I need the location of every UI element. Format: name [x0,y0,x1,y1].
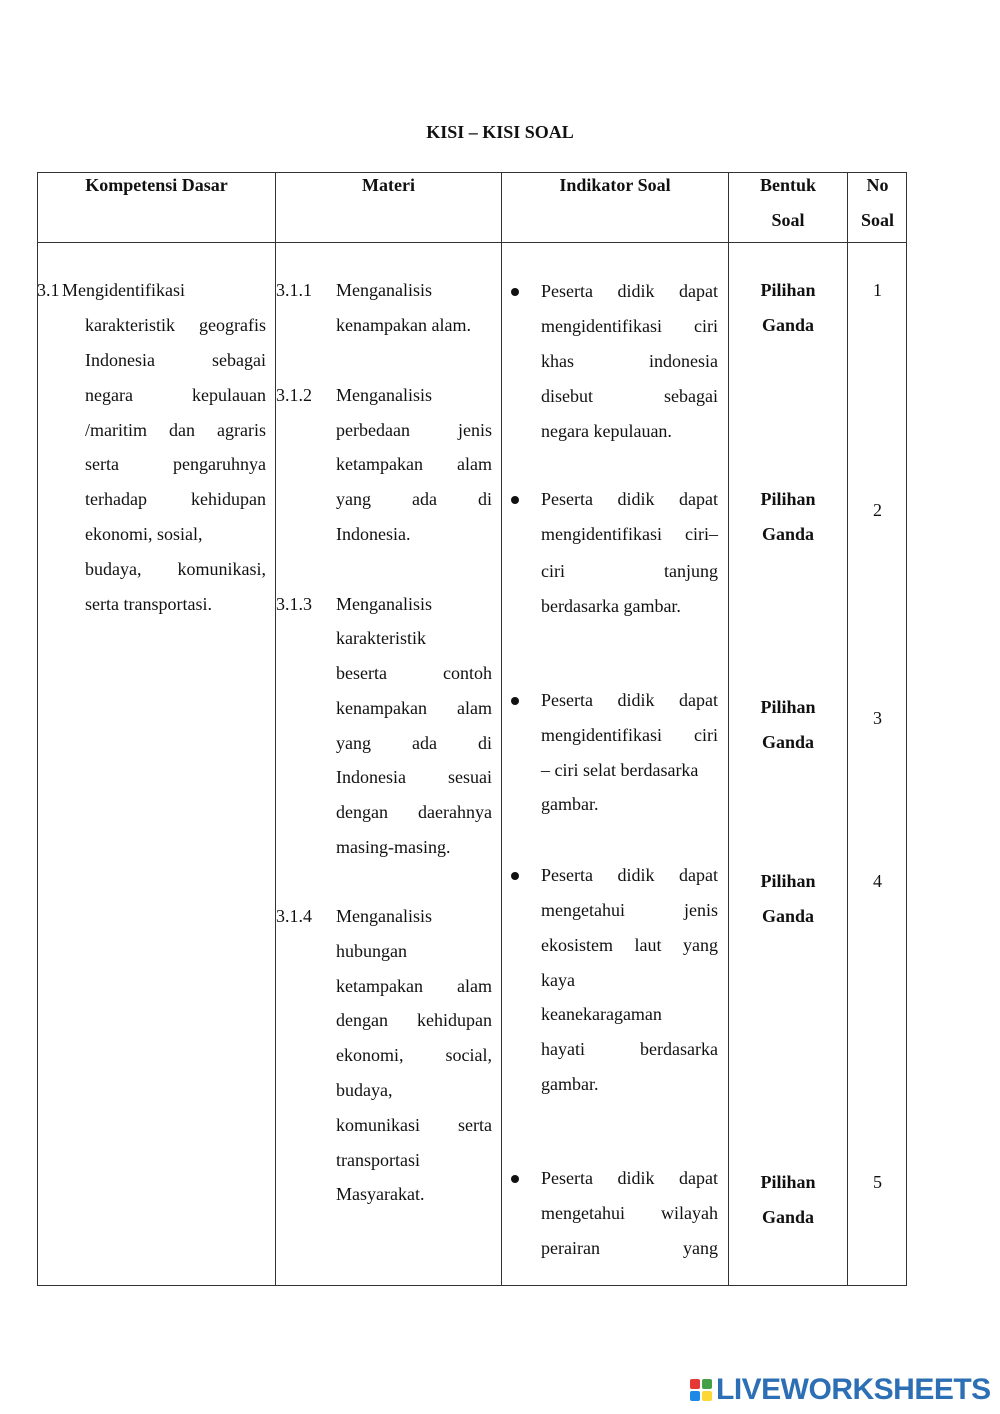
col-divider [501,172,502,1286]
materi-text-line: ketampakan alam [336,976,492,996]
header-bentuk-soal: Bentuk [759,175,817,195]
kd-text-line: serta transportasi. [85,594,212,614]
materi-text-line: dengan kehidupan [336,1010,492,1030]
materi-text-line: Masyarakat. [336,1184,425,1204]
kd-text-line: ekonomi, sosial, [85,524,203,544]
materi-text-line: yang ada di [336,489,492,509]
bentuk-soal-line: Ganda [761,315,815,335]
materi-number: 3.1.2 [276,385,312,405]
kd-text-line: negara kepulauan [85,385,266,405]
indikator-text-line: kaya [541,970,575,990]
bentuk-soal-line: Ganda [761,906,815,926]
kd-text-line: /maritim dan agraris [85,420,266,440]
materi-text-line: masing-masing. [336,837,451,857]
indikator-text-line: negara kepulauan. [541,421,672,441]
indikator-text-line: Peserta didik dapat [541,690,718,710]
indikator-text-line: keanekaragaman [541,1004,662,1024]
indikator-text-line: gambar. [541,794,599,814]
col-divider [275,172,276,1286]
materi-text-line: Menganalisis [336,906,432,926]
bullet-icon [511,697,519,705]
bentuk-soal-line: Pilihan [760,280,816,300]
header-no-soal: Soal [860,210,894,230]
indikator-text-line: mengidentifikasi ciri– [541,524,718,544]
materi-number: 3.1.1 [276,280,312,300]
indikator-text-line: mengetahui jenis [541,900,718,920]
materi-text-line: dengan daerahnya [336,802,492,822]
materi-number: 3.1.4 [276,906,312,926]
materi-text-line: kenampakan alam [336,698,492,718]
indikator-text-line: Peserta didik dapat [541,489,718,509]
bullet-icon [511,288,519,296]
indikator-text-line: mengetahui wilayah [541,1203,718,1223]
indikator-text-line: Peserta didik dapat [541,281,718,301]
materi-number: 3.1.3 [276,594,312,614]
bentuk-soal-line: Ganda [761,524,815,544]
no-soal: 5 [873,1172,882,1192]
materi-text-line: Menganalisis [336,385,432,405]
indikator-text-line: Peserta didik dapat [541,1168,718,1188]
materi-text-line: budaya, [336,1080,393,1100]
kd-text-line: Mengidentifikasi [62,280,185,300]
materi-text-line: Indonesia. [336,524,411,544]
indikator-text-line: mengidentifikasi ciri [541,316,718,336]
indikator-text-line: disebut sebagai [541,386,718,406]
indikator-text-line: gambar. [541,1074,599,1094]
kd-text-line: serta pengaruhnya [85,454,266,474]
bullet-icon [511,496,519,504]
kd-number: 3.1 [37,280,60,300]
header-no-soal: No [866,175,889,195]
materi-text-line: Indonesia sesuai [336,767,492,787]
bentuk-soal-line: Ganda [761,732,815,752]
no-soal: 2 [873,500,882,520]
materi-text-line: karakteristik [336,628,426,648]
header-bentuk-soal: Soal [771,210,805,230]
materi-text-line: kenampakan alam. [336,315,471,335]
bentuk-soal-line: Pilihan [760,871,816,891]
indikator-text-line: hayati berdasarka [541,1039,718,1059]
header-kompetensi-dasar: Kompetensi Dasar [85,175,228,195]
bentuk-soal-line: Pilihan [760,1172,816,1192]
liveworksheets-logo [690,1372,991,1408]
kd-text-line: budaya, komunikasi, [85,559,266,579]
header-materi: Materi [362,175,415,195]
bentuk-soal-line: Pilihan [760,697,816,717]
indikator-text-line: perairan yang [541,1238,718,1258]
page-title: KISI – KISI SOAL [426,122,574,142]
no-soal: 3 [873,708,882,728]
no-soal: 4 [873,871,882,891]
indikator-text-line: berdasarka gambar. [541,596,681,616]
materi-text-line: Menganalisis [336,280,432,300]
bullet-icon [511,1175,519,1183]
indikator-text-line: – ciri selat berdasarka [541,760,699,780]
materi-text-line: perbedaan jenis [336,420,492,440]
materi-text-line: hubungan [336,941,407,961]
header-divider [37,242,907,243]
no-soal: 1 [873,280,882,300]
indikator-text-line: khas indonesia [541,351,718,371]
liveworksheets-logo-icon [690,1379,712,1401]
indikator-text-line: ekosistem laut yang [541,935,718,955]
materi-text-line: ketampakan alam [336,454,492,474]
indikator-text-line: Peserta didik dapat [541,865,718,885]
kd-text-line: Indonesia sebagai [85,350,266,370]
bentuk-soal-line: Pilihan [760,489,816,509]
indikator-text-line: mengidentifikasi ciri [541,725,718,745]
materi-text-line: komunikasi serta [336,1115,492,1135]
indikator-text-line: ciri tanjung [541,561,718,581]
materi-text-line: yang ada di [336,733,492,753]
materi-text-line: ekonomi, social, [336,1045,492,1065]
materi-text-line: transportasi [336,1150,420,1170]
bentuk-soal-line: Ganda [761,1207,815,1227]
liveworksheets-brand-text: LIVEWORKSHEETS [716,1373,991,1406]
bullet-icon [511,872,519,880]
kd-text-line: terhadap kehidupan [85,489,266,509]
materi-text-line: Menganalisis [336,594,432,614]
header-indikator-soal: Indikator Soal [559,175,671,195]
materi-text-line: beserta contoh [336,663,492,683]
kd-text-line: karakteristik geografis [85,315,266,335]
